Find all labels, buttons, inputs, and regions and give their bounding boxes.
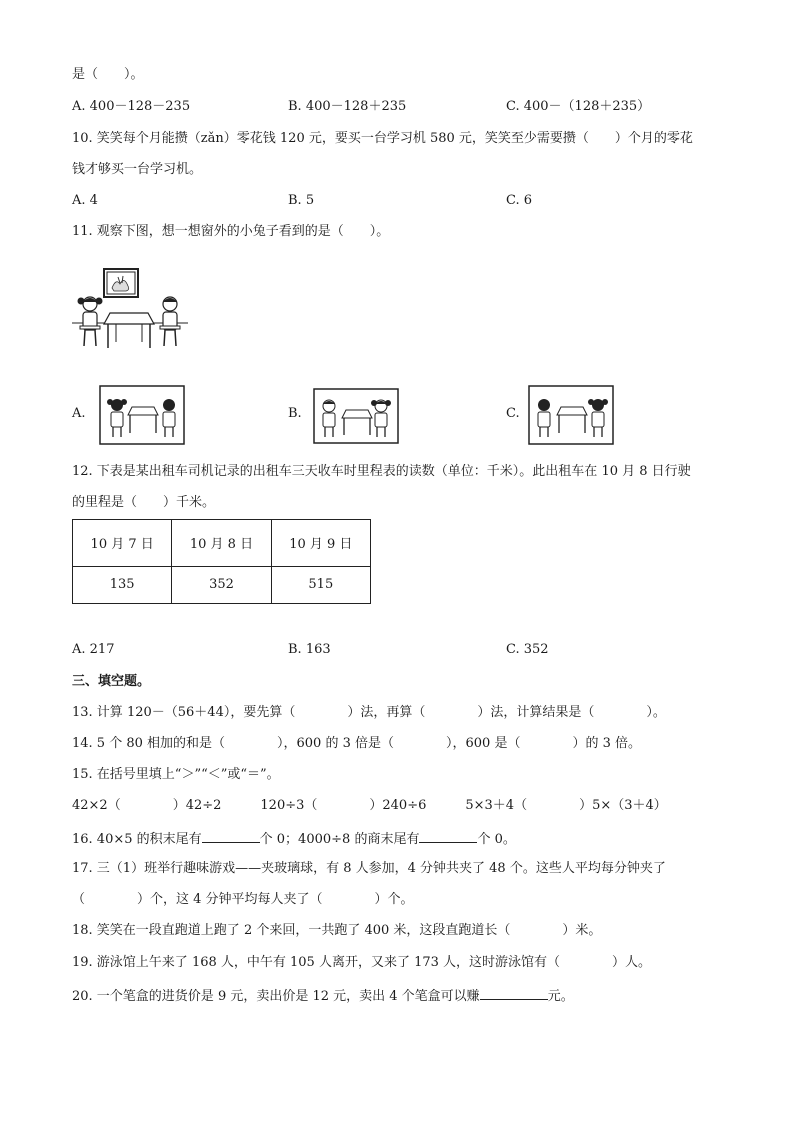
q12-option-c: C. 352 bbox=[506, 642, 549, 657]
q12-text-line1: 12. 下表是某出租车司机记录的出租车三天收车时里程表的读数（单位：千米）。此出租车在 10 月 8 日行驶 bbox=[72, 464, 691, 479]
q19-text: 19. 游泳馆上午来了 168 人，中午有 105 人离开，又来了 173 人，这时游泳馆有（ ）人。 bbox=[72, 955, 652, 970]
q17-text-line2: （ ）个，这 4 分钟平均每人夹了（ ）个。 bbox=[72, 892, 414, 907]
q18-text: 18. 笑笑在一段直跑道上跑了 2 个来回，一共跑了 400 米，这段直跑道长（ ）米。 bbox=[72, 923, 602, 938]
classroom-scene-image bbox=[70, 266, 194, 356]
q20-part2: 元。 bbox=[547, 989, 574, 1004]
q20-text bbox=[72, 986, 574, 1005]
q9-option-c: C. 400－（128＋235） bbox=[506, 99, 651, 114]
answer-blank[interactable] bbox=[480, 986, 548, 1000]
table-value-cell: 352 bbox=[172, 566, 271, 603]
q10-option-c: C. 6 bbox=[506, 193, 533, 208]
table-header-cell: 10 月 8 日 bbox=[172, 520, 271, 567]
q16-part1: 16. 40×5 的积末尾有 bbox=[72, 832, 202, 847]
q11-option-a-image bbox=[99, 385, 185, 445]
table-value-cell: 135 bbox=[73, 566, 172, 603]
q13-text: 13. 计算 120－（56＋44），要先算（ ）法，再算（ ）法，计算结果是（ ）。 bbox=[72, 705, 666, 720]
q11-text: 11. 观察下图，想一想窗外的小兔子看到的是（ ）。 bbox=[72, 224, 390, 239]
q10-option-a: A. 4 bbox=[72, 193, 98, 208]
q20-part1: 20. 一个笔盒的进货价是 9 元，卖出价是 12 元，卖出 4 个笔盒可以赚 bbox=[72, 989, 480, 1004]
q16-part2: 个 0；4000÷8 的商末尾有 bbox=[259, 832, 420, 847]
mileage-table bbox=[72, 519, 371, 604]
table-header-cell: 10 月 9 日 bbox=[271, 520, 370, 567]
q9-option-a: A. 400－128－235 bbox=[72, 99, 191, 114]
answer-blank[interactable] bbox=[419, 829, 477, 843]
q11-option-c-label: C. bbox=[506, 406, 520, 421]
q11-option-b-image bbox=[313, 388, 399, 444]
q11-option-c-image bbox=[528, 385, 614, 445]
q11-option-b-label: B. bbox=[288, 406, 302, 421]
q9-tail: 是（ ）。 bbox=[72, 67, 144, 82]
q15-expressions: 42×2（ ）42÷2 120÷3（ ）240÷6 5×3＋4（ ）5×（3＋4） bbox=[72, 798, 667, 813]
q16-part3: 个 0。 bbox=[477, 832, 516, 847]
table-header-cell: 10 月 7 日 bbox=[73, 520, 172, 567]
q10-text-line2: 钱才够买一台学习机。 bbox=[72, 162, 203, 177]
q16-text bbox=[72, 829, 516, 848]
q12-text-line2: 的里程是（ ）千米。 bbox=[72, 495, 216, 510]
q9-option-b: B. 400－128＋235 bbox=[288, 99, 407, 114]
q12-option-a: A. 217 bbox=[72, 642, 115, 657]
q11-option-a-label: A. bbox=[72, 406, 86, 421]
q17-text-line1: 17. 三（1）班举行趣味游戏——夹玻璃球，有 8 人参加，4 分钟共夹了 48 个。这些人平均每分钟夹了 bbox=[72, 861, 666, 876]
q12-option-b: B. 163 bbox=[288, 642, 331, 657]
q15-text: 15. 在括号里填上“＞”“＜”或“＝”。 bbox=[72, 767, 280, 782]
q10-option-b: B. 5 bbox=[288, 193, 315, 208]
q10-text-line1: 10. 笑笑每个月能攒（zǎn）零花钱 120 元，要买一台学习机 580 元，笑笑至少需要攒（ ）个月的零花 bbox=[72, 131, 693, 146]
section-heading-fill-in: 三、填空题。 bbox=[72, 674, 151, 689]
q14-text: 14. 5 个 80 相加的和是（ ），600 的 3 倍是（ ），600 是（ ）的 3 倍。 bbox=[72, 736, 641, 751]
table-value-cell: 515 bbox=[271, 566, 370, 603]
answer-blank[interactable] bbox=[202, 829, 260, 843]
